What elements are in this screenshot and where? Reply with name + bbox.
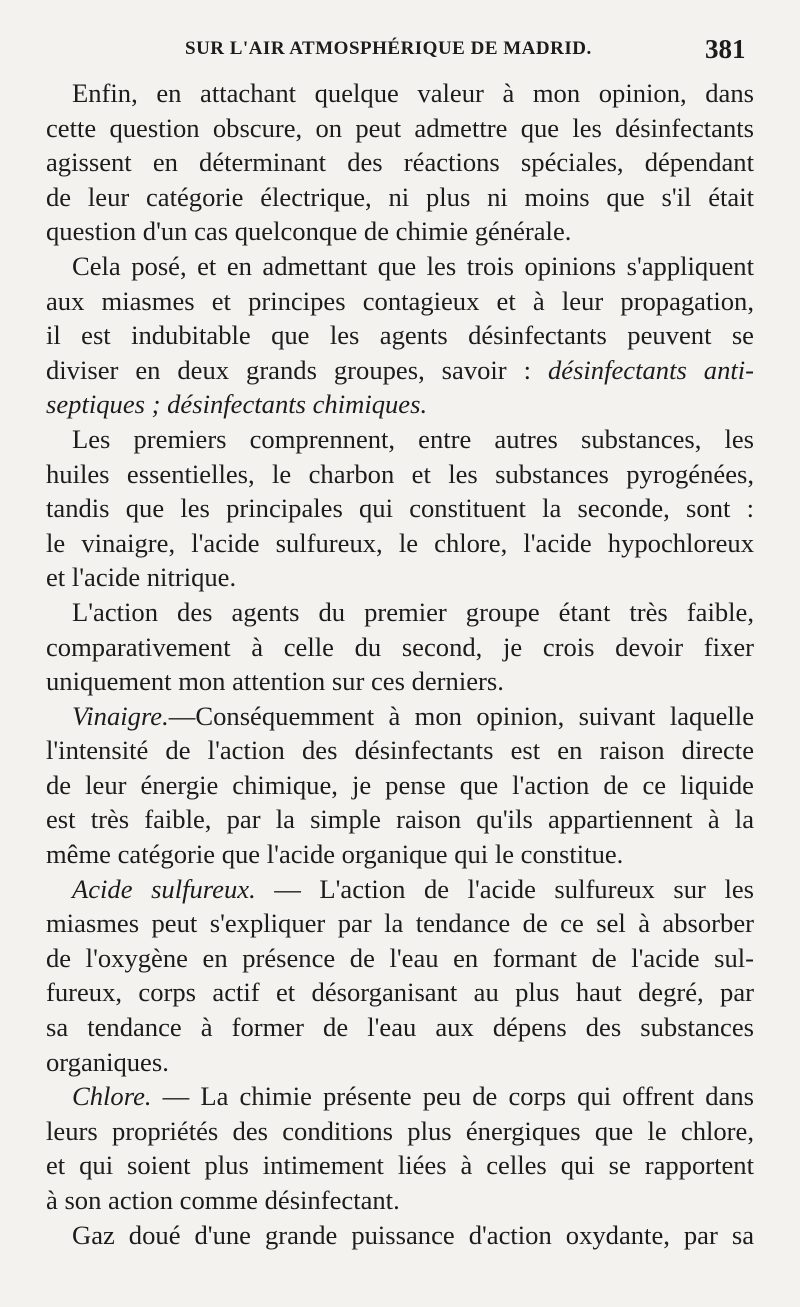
text-line bbox=[46, 872, 754, 907]
text-line bbox=[46, 526, 754, 561]
text-line bbox=[46, 1079, 754, 1114]
text-line bbox=[46, 387, 754, 422]
text-line bbox=[46, 111, 754, 146]
italic-text-segment: désinfectants anti- bbox=[547, 354, 754, 385]
text-segment: même catégorie que l'acide organique qui le constitue. bbox=[46, 839, 624, 870]
text-segment: et l'acide nitrique. bbox=[46, 562, 237, 593]
text-segment: sa tendance à former de l'eau aux dépens des substances bbox=[46, 1012, 754, 1043]
text-line bbox=[46, 975, 754, 1010]
text-line bbox=[46, 1114, 754, 1149]
running-title: SUR L'AIR ATMOSPHÉRIQUE DE MADRID. bbox=[185, 38, 592, 59]
text-segment: L'action des agents du premier groupe étant très faible, bbox=[72, 596, 754, 627]
text-line bbox=[46, 180, 754, 215]
text-line bbox=[46, 560, 754, 595]
text-segment: organiques. bbox=[46, 1046, 169, 1077]
text-line bbox=[46, 1045, 754, 1080]
text-line bbox=[46, 1010, 754, 1045]
text-line bbox=[46, 353, 754, 388]
text-segment: comparativement à celle du second, je crois devoir fixer bbox=[46, 631, 754, 662]
text-line bbox=[46, 214, 754, 249]
text-segment: tandis que les principales qui constituent la seconde, sont : bbox=[46, 493, 754, 524]
text-segment: le vinaigre, l'acide sulfureux, le chlore, l'acide hypochloreux bbox=[46, 527, 754, 558]
text-line bbox=[46, 941, 754, 976]
italic-text-segment: septiques ; désinfectants chimiques. bbox=[46, 389, 428, 420]
text-segment: fureux, corps actif et désorganisant au plus haut degré, par bbox=[46, 977, 754, 1008]
text-line bbox=[46, 145, 754, 180]
body-text bbox=[46, 76, 754, 1252]
text-line bbox=[46, 76, 754, 111]
text-segment: de leur énergie chimique, je pense que l'action de ce liquide bbox=[46, 769, 754, 800]
text-segment: diviser en deux grands groupes, savoir : bbox=[46, 354, 548, 385]
text-line bbox=[46, 699, 754, 734]
text-segment: question d'un cas quelconque de chimie générale. bbox=[46, 216, 572, 247]
text-segment: de leur catégorie électrique, ni plus ni moins que s'il était bbox=[46, 181, 754, 212]
text-line bbox=[46, 664, 754, 699]
text-line bbox=[46, 595, 754, 630]
text-line bbox=[46, 630, 754, 665]
text-segment: il est indubitable que les agents désinfectants peuvent se bbox=[46, 320, 754, 351]
text-line bbox=[46, 1148, 754, 1183]
text-segment: à son action comme désinfectant. bbox=[46, 1185, 400, 1215]
text-segment: agissent en déterminant des réactions spéciales, dépendant bbox=[46, 147, 754, 178]
text-line bbox=[46, 457, 754, 492]
text-line bbox=[46, 422, 754, 457]
text-segment: Les premiers comprennent, entre autres substances, les bbox=[72, 423, 754, 454]
text-line bbox=[46, 1218, 754, 1253]
page-number: 381 bbox=[705, 34, 746, 64]
text-line bbox=[46, 802, 754, 837]
text-line bbox=[46, 733, 754, 768]
text-segment: cette question obscure, on peut admettre que les désinfectants bbox=[46, 112, 754, 143]
text-line bbox=[46, 1183, 754, 1218]
text-segment: et qui soient plus intimement liées à celles qui se rapportent bbox=[46, 1150, 754, 1181]
text-segment: — La chimie présente peu de corps qui offrent dans bbox=[151, 1081, 754, 1112]
text-segment: — L'action de l'acide sulfureux sur les bbox=[255, 873, 754, 904]
text-line bbox=[46, 318, 754, 353]
italic-text-segment: Vinaigre. bbox=[72, 700, 169, 731]
text-line bbox=[46, 837, 754, 872]
italic-text-segment: Acide sulfureux. bbox=[72, 873, 256, 904]
text-segment: de l'oxygène en présence de l'eau en formant de l'acide sul- bbox=[46, 942, 754, 973]
text-line bbox=[46, 768, 754, 803]
text-segment: aux miasmes et principes contagieux et à leur propagation, bbox=[46, 285, 754, 316]
text-segment: est très faible, par la simple raison qu'ils appartiennent à la bbox=[46, 804, 754, 835]
text-line bbox=[46, 491, 754, 526]
text-segment: l'intensité de l'action des désinfectants est en raison directe bbox=[46, 735, 754, 766]
text-segment: Cela posé, et en admettant que les trois opinions s'appliquent bbox=[72, 250, 754, 281]
text-segment: huiles essentielles, le charbon et les substances pyrogénées, bbox=[46, 458, 754, 489]
text-segment: uniquement mon attention sur ces derniers. bbox=[46, 666, 504, 697]
text-segment: miasmes peut s'expliquer par la tendance de ce sel à absorber bbox=[46, 908, 754, 939]
italic-text-segment: Chlore. bbox=[72, 1081, 152, 1112]
text-segment: Gaz doué d'une grande puissance d'action oxydante, par sa bbox=[72, 1219, 754, 1250]
text-segment: leurs propriétés des conditions plus énergiques que le chlore, bbox=[46, 1115, 754, 1146]
page-header bbox=[0, 34, 800, 68]
text-line bbox=[46, 249, 754, 284]
text-line bbox=[46, 906, 754, 941]
text-segment: Enfin, en attachant quelque valeur à mon opinion, dans bbox=[72, 78, 754, 108]
text-segment: —Conséquemment à mon opinion, suivant laquelle bbox=[168, 700, 754, 731]
text-line bbox=[46, 284, 754, 319]
